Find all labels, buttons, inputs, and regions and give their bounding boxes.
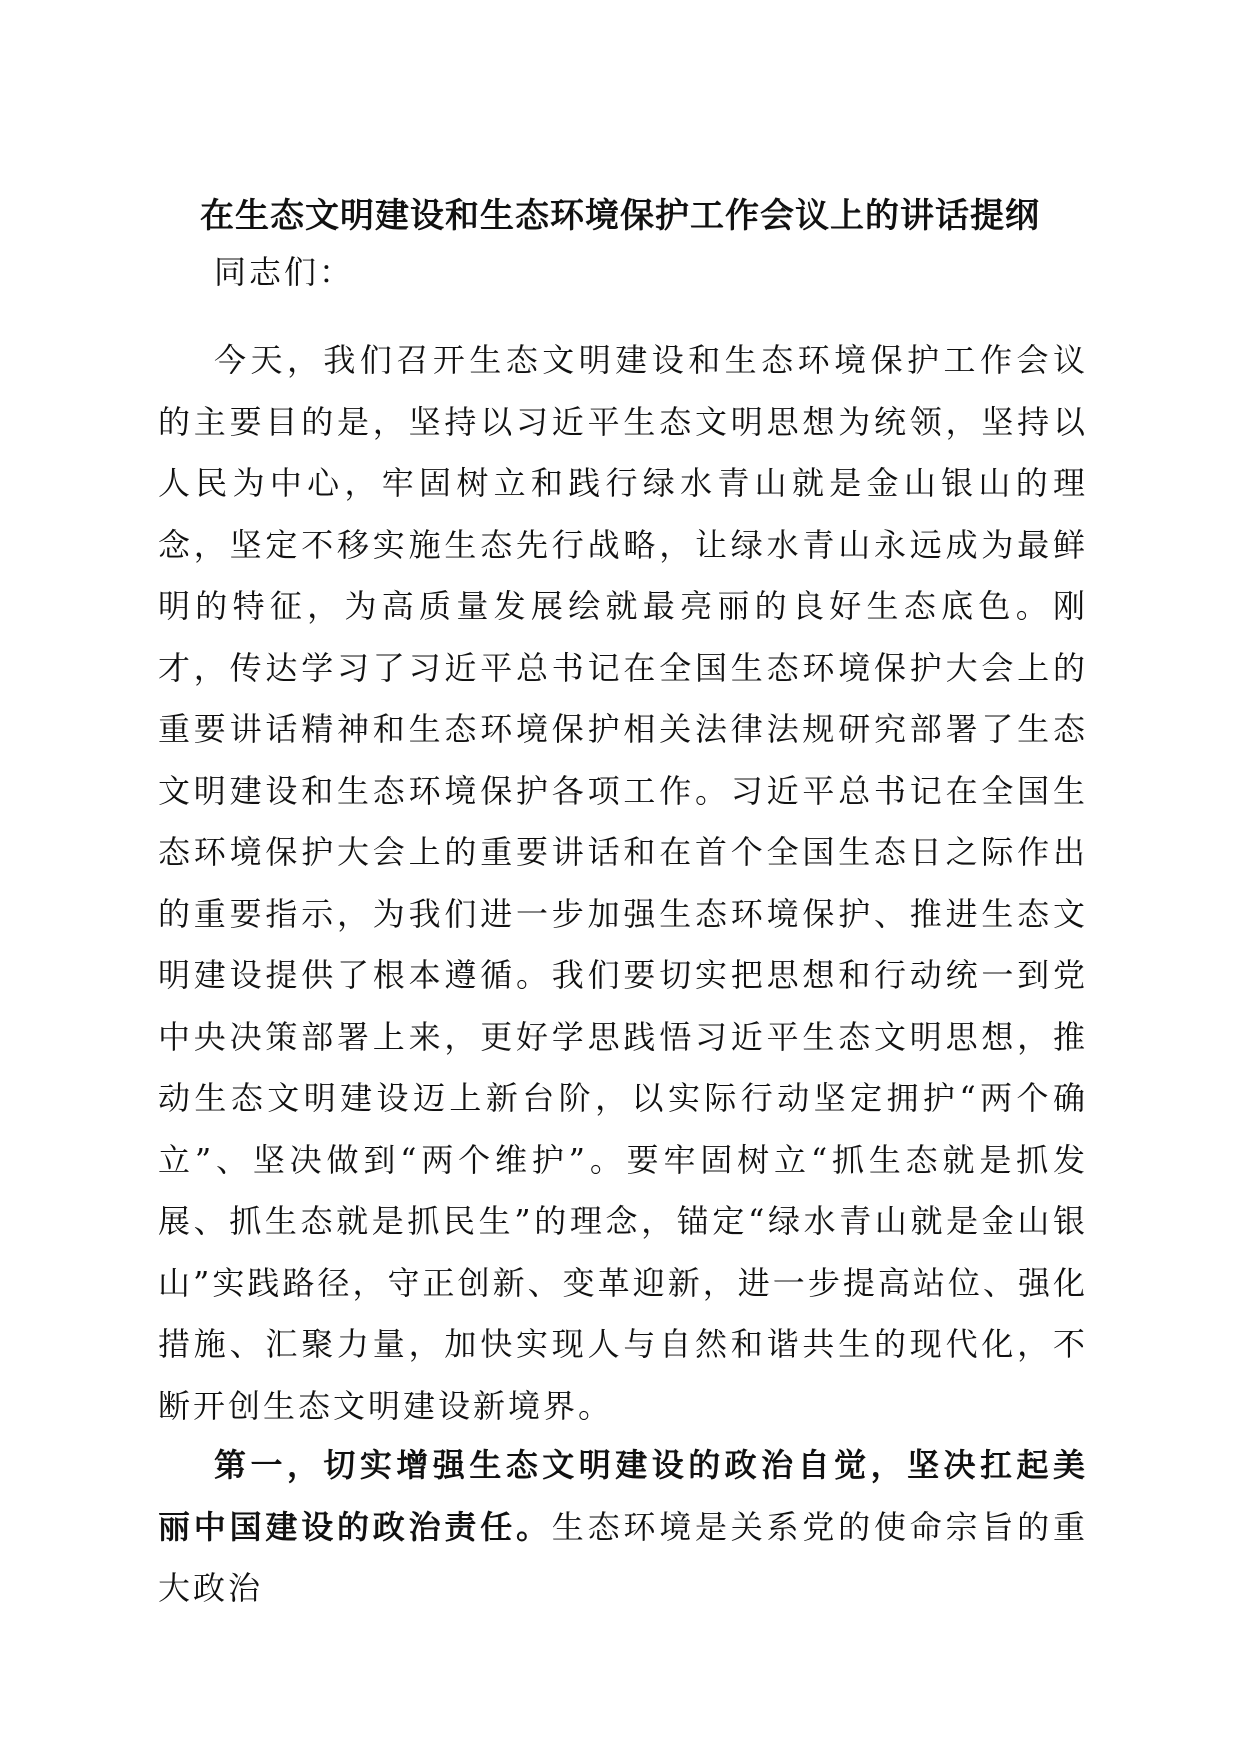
section-text-first: 生态环境是关系党的使命宗旨的重大政治 bbox=[158, 1507, 1088, 1607]
document-title: 在生态文明建设和生态环境保护工作会议上的讲话提纲 bbox=[200, 196, 1040, 236]
section-heading-first: 第一，切实增强生态文明建设的政治自觉，坚决扛起美丽中国建设的政治责任。 bbox=[158, 1446, 1088, 1546]
paragraph-intro: 今天，我们召开生态文明建设和生态环境保护工作会议的主要目的是，坚持以习近平生态文明思想为统领，坚持以人民为中心，牢固树立和践行绿水青山就是金山银山的理念，坚定不移实施生态先行战略，让绿水青山永远成为最鲜明的特征，为高质量发展绘就最亮丽的良好生态底色。刚才，传达学习了习近平总书记在全国生态环境保护大会上的重要讲话精神和生态环境保护相关法律法规研究部署了生态文明建设和生态环境保护各项工作。习近平总书记在全国生态环境保护大会上的重要讲话和在首个全国生态日之际作出的重要指示，为我们进一步加强生态环境保护、推进生态文明建设提供了根本遵循。我们要切实把思想和行动统一到党中央决策部署上来，更好学思践悟习近平生态文明思想，推动生态文明建设迈上新台阶，以实际行动坚定拥护“两个确立”、坚决做到“两个维护”。要牢固树立“抓生态就是抓发展、抓生态就是抓民生”的理念，锚定“绿水青山就是金山银山”实践路径，守正创新、变革迎新，进一步提高站位、强化措施、汇聚力量，加快实现人与自然和谐共生的现代化，不断开创生态文明建设新境界。 bbox=[158, 341, 1088, 1425]
greeting: 同志们： bbox=[214, 253, 355, 291]
paragraph-first-point bbox=[158, 1435, 1088, 1620]
